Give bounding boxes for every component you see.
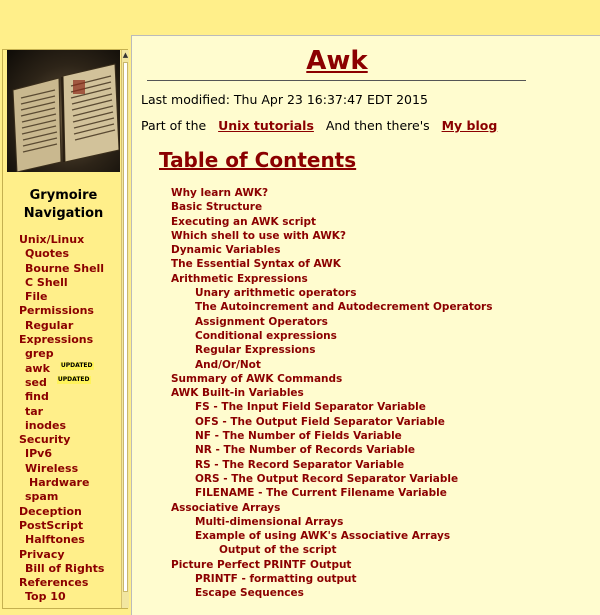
sidebar-frame: [2, 49, 128, 609]
sidebar-item-find[interactable]: [19, 390, 104, 404]
sidebar-item-label: sed: [25, 375, 47, 389]
sidebar-item-label: Privacy: [19, 547, 65, 561]
toc-item[interactable]: AWK Built-in Variables: [171, 387, 304, 400]
toc-item[interactable]: Executing an AWK script: [171, 215, 317, 228]
sidebar-nav-list: [19, 233, 104, 605]
toc-item[interactable]: Output of the script: [219, 544, 337, 557]
toc-item[interactable]: FS - The Input Field Separator Variable: [195, 401, 426, 414]
sidebar-item-label: inodes: [25, 418, 67, 432]
part-of-line: [141, 118, 497, 133]
sidebar-item-permissions[interactable]: [19, 304, 104, 318]
sidebar-item-sed[interactable]: [19, 376, 104, 390]
toc-item[interactable]: NF - The Number of Fields Variable: [195, 430, 402, 443]
toc-list: [171, 186, 493, 601]
sidebar-item-unix-linux[interactable]: [19, 233, 104, 247]
sidebar-item-label: spam: [25, 490, 59, 504]
sidebar-scrollbar[interactable]: [121, 50, 129, 608]
toc-item[interactable]: The Autoincrement and Autodecrement Operators: [195, 301, 493, 314]
navigation-title: [5, 187, 122, 223]
sidebar-item-label: Expressions: [19, 333, 94, 347]
toc-item[interactable]: ORS - The Output Record Separator Variable: [195, 472, 459, 485]
sidebar-item-references[interactable]: [19, 576, 104, 590]
sidebar-item-wireless[interactable]: [19, 462, 104, 476]
sidebar-item-top-10[interactable]: [19, 590, 104, 604]
sidebar-item-label: Bill of Rights: [25, 561, 105, 575]
unix-tutorials-link[interactable]: Unix tutorials: [218, 118, 314, 133]
sidebar-item-label: Security: [19, 433, 71, 447]
toc-item[interactable]: Conditional expressions: [195, 329, 337, 342]
sidebar-item-deception[interactable]: [19, 505, 104, 519]
sidebar-item-label: References: [19, 576, 89, 590]
scrollbar-thumb[interactable]: [123, 62, 128, 592]
toc-item[interactable]: Dynamic Variables: [171, 244, 281, 257]
sidebar-item-spam[interactable]: [19, 490, 104, 504]
part-of-prefix: Part of the: [141, 118, 207, 133]
sidebar-item-label: Regular: [25, 318, 74, 332]
toc-item[interactable]: Which shell to use with AWK?: [171, 229, 347, 242]
sidebar-item-tar[interactable]: [19, 405, 104, 419]
sidebar-item-label: Quotes: [25, 247, 70, 261]
sidebar-item-regular[interactable]: [19, 319, 104, 333]
last-modified-text: Last modified: Thu Apr 23 16:37:47 EDT 2015: [141, 92, 428, 107]
my-blog-link[interactable]: My blog: [441, 118, 498, 133]
sidebar-item-hardware[interactable]: [19, 476, 104, 490]
toc-item[interactable]: FILENAME - The Current Filename Variable: [195, 487, 447, 500]
sidebar-item-ipv6[interactable]: [19, 447, 104, 461]
toc-heading: Table of Contents: [159, 148, 357, 172]
toc-item[interactable]: Basic Structure: [171, 201, 263, 214]
sidebar-inner: [5, 50, 120, 604]
toc-item[interactable]: NR - The Number of Records Variable: [195, 444, 416, 457]
sidebar-item-bourne-shell[interactable]: [19, 262, 104, 276]
sidebar-item-label: find: [25, 390, 49, 404]
main-content: [131, 35, 600, 615]
sidebar-item-awk[interactable]: [19, 362, 104, 376]
page-title[interactable]: Awk: [306, 46, 368, 76]
toc-item[interactable]: Escape Sequences: [195, 587, 304, 600]
sidebar-item-file[interactable]: [19, 290, 104, 304]
toc-item[interactable]: And/Or/Not: [195, 358, 261, 371]
toc-item[interactable]: The Essential Syntax of AWK: [171, 258, 341, 271]
sidebar-item-label: Bourne Shell: [25, 261, 105, 275]
sidebar-item-label: Halftones: [25, 533, 85, 547]
updated-badge: UPDATED: [57, 375, 90, 383]
toc-item[interactable]: Unary arithmetic operators: [195, 287, 357, 300]
navigation-title-line1: Grymoire: [29, 188, 98, 203]
updated-badge: UPDATED: [60, 361, 93, 369]
sidebar-item-label: Hardware: [29, 476, 90, 490]
sidebar-item-label: Wireless: [25, 461, 79, 475]
toc-item[interactable]: RS - The Record Separator Variable: [195, 458, 405, 471]
sidebar-item-security[interactable]: [19, 433, 104, 447]
sidebar-item-label: grep: [25, 347, 54, 361]
sidebar-item-label: tar: [25, 404, 44, 418]
toc-item[interactable]: Why learn AWK?: [171, 187, 269, 199]
sidebar-item-label: C Shell: [25, 275, 68, 289]
sidebar-item-label: IPv6: [25, 447, 52, 461]
sidebar-item-label: Permissions: [19, 304, 94, 318]
sidebar-item-postscript[interactable]: [19, 519, 104, 533]
sidebar-item-label: PostScript: [19, 518, 84, 532]
toc-item[interactable]: Example of using AWK's Associative Arrays: [195, 530, 451, 543]
toc-item[interactable]: Assignment Operators: [195, 315, 328, 328]
sidebar-item-bill-of-rights[interactable]: [19, 562, 104, 576]
sidebar-item-label: Deception: [19, 504, 82, 518]
toc-item[interactable]: Picture Perfect PRINTF Output: [171, 558, 352, 571]
toc-item[interactable]: Regular Expressions: [195, 344, 316, 357]
toc-item[interactable]: Arithmetic Expressions: [171, 272, 308, 285]
old-book-image: [7, 50, 120, 172]
and-then-text: And then there's: [325, 118, 430, 133]
sidebar-item-label: Top 10: [25, 590, 66, 604]
sidebar-item-grep[interactable]: [19, 347, 104, 361]
toc-item[interactable]: Multi-dimensional Arrays: [195, 515, 344, 528]
toc-item[interactable]: PRINTF - formatting output: [195, 573, 357, 586]
sidebar-item-label: awk: [25, 361, 50, 375]
navigation-title-line2: Navigation: [23, 206, 104, 221]
sidebar-item-expressions[interactable]: [19, 333, 104, 347]
sidebar-item-c-shell[interactable]: [19, 276, 104, 290]
title-divider: [147, 80, 526, 81]
sidebar-item-label: File: [25, 290, 48, 304]
toc-item[interactable]: Associative Arrays: [171, 501, 281, 514]
sidebar-item-halftones[interactable]: [19, 533, 104, 547]
sidebar-item-privacy[interactable]: [19, 548, 104, 562]
toc-item[interactable]: OFS - The Output Field Separator Variable: [195, 415, 445, 428]
sidebar-item-quotes[interactable]: [19, 247, 104, 261]
toc-item[interactable]: Summary of AWK Commands: [171, 372, 343, 385]
scroll-up-arrow-icon[interactable]: ▲: [122, 51, 129, 59]
sidebar-item-inodes[interactable]: [19, 419, 104, 433]
sidebar-item-label: Unix/Linux: [19, 233, 85, 246]
